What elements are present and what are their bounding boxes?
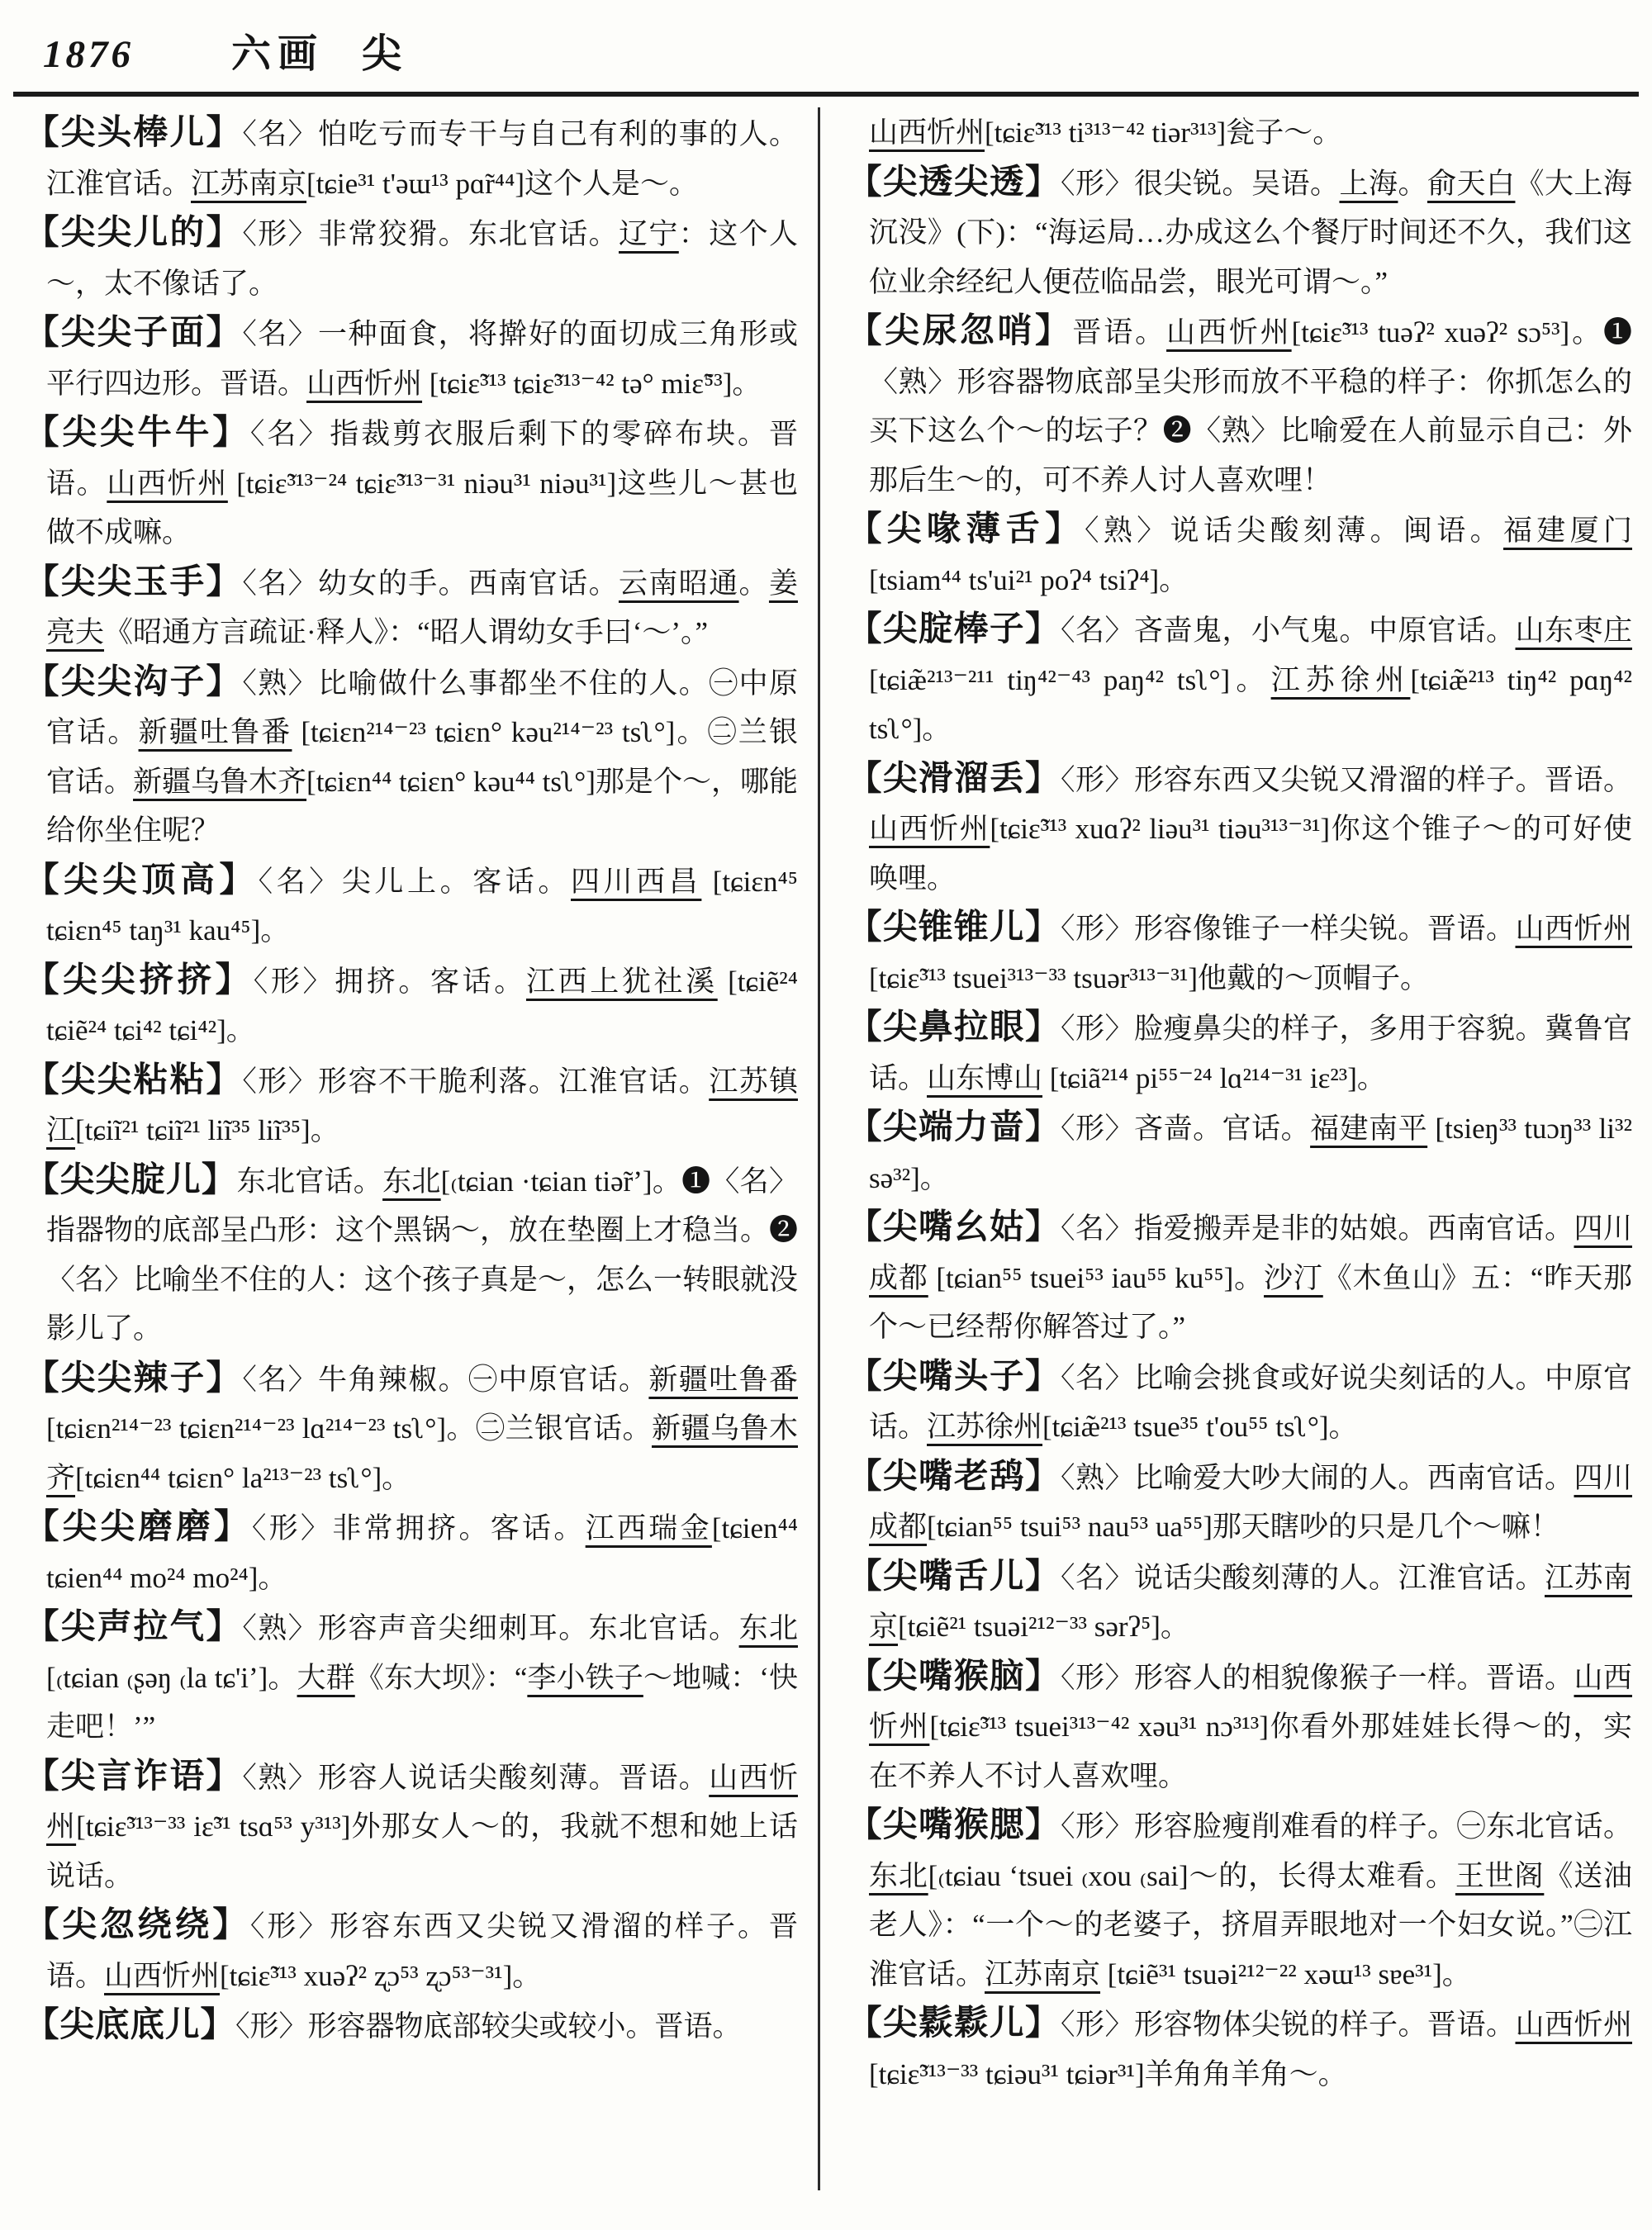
entry-headword: 【尖嘴头子】 (847, 1356, 1061, 1395)
dict-entry (25, 1155, 798, 1354)
proper-name: 江西瑞金 (585, 1512, 712, 1544)
entry-text: 〈形〉形容东西又尖锐又滑溜的样子。晋语。 (46, 1910, 798, 1992)
proper-name: 江苏镇江 (46, 1065, 798, 1146)
right-column (847, 108, 1632, 2099)
dict-entry (847, 1203, 1632, 1352)
entry-headword: 【尖尖玉手】 (25, 562, 243, 600)
entry-text: 〈名〉尖儿上。客话。 (258, 865, 571, 898)
entry-text: 〈形〉非常拥挤。客话。 (251, 1512, 586, 1544)
dict-entry (25, 856, 798, 956)
entry-headword: 【尖底底儿】 (25, 2005, 236, 2043)
entry-text: 东北官话。 (236, 1165, 383, 1198)
proper-name: 山西忻州 (869, 1661, 1632, 1743)
entry-text: [tɕiẽ³¹ tsuəi²¹²⁻²² xəɯ¹³ sɐe³¹]。 (1100, 1957, 1471, 1990)
dict-entry (847, 1003, 1632, 1103)
proper-name: 山东枣庄 (1515, 614, 1632, 647)
entry-headword: 【尖锥锥儿】 (847, 908, 1061, 946)
entry-headword: 【尖尖子面】 (25, 313, 243, 351)
proper-name: 东北 (738, 1612, 798, 1644)
entry-text: [tɕiã²¹⁴ pi⁵⁵⁻²⁴ lɑ²¹⁴⁻³¹ iɛ²³]。 (1042, 1061, 1386, 1094)
proper-name: 云南昭通 (618, 567, 739, 600)
proper-name: 四川西昌 (571, 865, 702, 898)
entry-headword: 【尖忽绕绕】 (25, 1905, 250, 1943)
column-divider (818, 107, 820, 2190)
entry-text: [tɕiɛ̃³¹³ tɕiɛ̃³¹³⁻⁴² tə° miɛ̃⁵³]。 (422, 367, 762, 400)
proper-name: 福建厦门 (1502, 515, 1632, 547)
dict-entry (25, 1502, 798, 1602)
proper-name: 山西忻州 (1166, 316, 1292, 349)
dict-entry (25, 108, 798, 208)
entry-headword: 【尖尖沟子】 (25, 662, 243, 700)
proper-name: 东北 (869, 1859, 928, 1892)
entry-text: 〈名〉指裁剪衣服后剩下的零碎布块。晋语。 (46, 418, 798, 500)
dict-entry (25, 2000, 798, 2052)
entry-text: 〈形〉吝啬。官话。 (1061, 1113, 1311, 1145)
entry-text: [tɕiẽ²⁴ tɕiẽ²⁴ tɕi⁴² tɕi⁴²]。 (46, 965, 798, 1046)
dict-entry (25, 1602, 798, 1752)
entry-text: [tɕian⁵⁵ tsui⁵³ nau⁵³ ua⁵⁵]那天瞎吵的只是几个～嘛！ (927, 1511, 1559, 1543)
entry-headword: 【尖尖挤挤】 (25, 960, 254, 999)
dict-entry (847, 306, 1632, 505)
entry-text: [₍tɕiau ʻtsuei ₍xou ₍sai]～的，长得太难看。 (928, 1859, 1455, 1892)
page-number: 1876 (43, 33, 134, 76)
entry-text: ～地喊：‘快走吧！’” (46, 1661, 798, 1743)
entry-text: [tɕiæ̃²¹³ tiŋ⁴² pɑŋ⁴² tsʅ°]。 (869, 663, 1632, 745)
proper-name: 大群 (297, 1661, 355, 1694)
entry-text: [tɕiɛ̃³¹³⁻³³ iɛ̃³¹ tsɑ⁵³ y³¹³]外那女人～的，我就不想和她上话说话。 (46, 1810, 798, 1892)
proper-name: 上海 (1339, 167, 1398, 200)
entry-text: 〈熟〉形容人说话尖酸刻薄。晋语。 (242, 1761, 710, 1794)
entry-text: 。 (738, 567, 769, 600)
proper-name: 李小铁子 (527, 1661, 643, 1694)
entry-headword: 【尖嘴舌儿】 (847, 1556, 1061, 1595)
entry-text: 《木鱼山》五：“昨天那个～已经帮你解答过了。” (869, 1261, 1632, 1343)
entry-text: 《东大坝》：“ (354, 1661, 528, 1694)
entry-headword: 【尖尖磨磨】 (25, 1507, 252, 1545)
entry-headword: 【尖鼻拉眼】 (847, 1008, 1061, 1046)
entry-text: [tɕiɛn²¹⁴⁻²³ tɕiɛn²¹⁴⁻²³ lɑ²¹⁴⁻²³ tsʅ°]。㊁兰银官话。 (46, 1412, 652, 1445)
section-title: 六画 尖 (231, 32, 409, 76)
proper-name: 沙汀 (1264, 1261, 1323, 1294)
entry-text: 《送油老人》：“一个～的老婆子，挤眉弄眼地对一个妇女说。”㊁江淮官话。 (869, 1859, 1632, 1990)
entry-text: [tɕian⁵⁵ tsuei⁵³ iau⁵⁵ ku⁵⁵]。 (928, 1261, 1265, 1294)
entry-text: ：这个人～，太不像话了。 (46, 218, 798, 300)
entry-text: 〈名〉幼女的手。西南官话。 (242, 567, 619, 600)
entry-headword: 【尖尿忽哨】 (847, 311, 1073, 349)
proper-name: 江西上犹社溪 (525, 965, 718, 998)
entry-text: 〈形〉很尖锐。吴语。 (1060, 167, 1340, 200)
entry-text: [tsieŋ³³ tuɔŋ³³ li³² sə³²]。 (869, 1113, 1632, 1194)
entry-text: 〈形〉形容像锥子一样尖锐。晋语。 (1061, 913, 1516, 945)
column-gap (798, 108, 847, 2099)
entry-text: 〈名〉比喻会挑食或好说尖刻话的人。中原官话。 (869, 1361, 1632, 1443)
dict-entry (847, 605, 1632, 754)
dict-entry (25, 558, 798, 657)
entry-text: 〈名〉指爱搬弄是非的姑娘。西南官话。 (1061, 1212, 1574, 1245)
entry-text: [tɕiɛ̃³¹³ ti³¹³⁻⁴² tiər³¹³]瓮子～。 (985, 116, 1342, 149)
proper-name: 江苏徐州 (1270, 663, 1411, 696)
entry-text: 〈形〉拥挤。客话。 (253, 965, 526, 998)
entry-headword: 【尖言诈语】 (25, 1756, 243, 1795)
dict-entry (847, 1801, 1632, 1999)
entry-text: [tɕiɛn⁴⁵ tɕiɛn⁴⁵ taŋ³¹ kau⁴⁵]。 (46, 865, 798, 947)
entry-text: 。 (1398, 167, 1427, 200)
entry-headword: 【尖鬏鬏儿】 (847, 2004, 1061, 2042)
entry-text: 〈形〉脸瘦鼻尖的样子，多用于容貌。冀鲁官话。 (869, 1013, 1632, 1094)
proper-name: 姜亮夫 (46, 567, 798, 648)
entry-headword: 【尖喙薄舌】 (847, 510, 1085, 548)
entry-text: 《大上海沉没》(下)：“海运局…办成这么个餐厅时间还不久，我们这位业余经纪人便莅临品尝，眼光可谓～。” (869, 167, 1632, 298)
proper-name: 山西忻州 (1515, 2009, 1632, 2041)
proper-name: 江苏南京 (191, 167, 307, 200)
dict-entry (847, 1103, 1632, 1203)
dict-entry (847, 158, 1632, 307)
entry-text: [tɕiɛ̃³¹³ xuɑʔ² liəu³¹ tiəu³¹³⁻³¹]你这个锥子～的可好使唤哩。 (869, 813, 1632, 894)
proper-name: 山西忻州 (107, 467, 228, 500)
entry-text: 《昭通方言疏证·释人》：“昭人谓幼女手曰‘～’。” (104, 616, 709, 648)
entry-text: 〈形〉形容脸瘦削难看的样子。㊀东北官话。 (1061, 1810, 1632, 1843)
entry-text: 〈熟〉说话尖酸刻薄。闽语。 (1085, 515, 1503, 547)
dict-entry (847, 1999, 1632, 2099)
entry-headword: 【尖声拉气】 (25, 1607, 243, 1645)
entry-headword: 【尖尖粘粘】 (25, 1060, 243, 1098)
entry-text: [tɕiɛ̃³¹³⁻³³ tɕiəu³¹ tɕiər³¹]羊角角羊角～。 (869, 2057, 1347, 2090)
entry-text: [tɕiẽ²¹ tsuəi²¹²⁻³³ sərʔ⁵]。 (898, 1611, 1189, 1643)
entry-text: 〈熟〉比喻爱大吵大闹的人。西南官话。 (1061, 1461, 1574, 1494)
entry-headword: 【尖头棒儿】 (25, 113, 243, 151)
entry-headword: 【尖尖腚儿】 (25, 1160, 237, 1198)
proper-name: 新疆乌鲁木齐 (46, 1412, 798, 1494)
proper-name: 王世阁 (1455, 1859, 1545, 1892)
entry-text: 〈形〉形容不干脆利落。江淮官话。 (242, 1065, 710, 1098)
dict-entry (25, 308, 798, 408)
entry-headword: 【尖嘴幺姑】 (847, 1208, 1061, 1245)
proper-name: 山西忻州 (869, 116, 985, 149)
proper-name: 山西忻州 (1515, 913, 1632, 945)
proper-name: 新疆吐鲁番 (648, 1363, 798, 1396)
proper-name: 东北 (382, 1165, 441, 1198)
entry-headword: 【尖嘴猴脑】 (847, 1656, 1061, 1695)
entry-text: [tɕiæ̃²¹³ tsue³⁵ t'ou⁵⁵ tsʅ°]。 (1042, 1411, 1358, 1443)
dict-entry (25, 1354, 798, 1503)
entry-headword: 【尖尖辣子】 (25, 1358, 243, 1397)
entry-text: [₍tɕian ·tɕian tiə̃rʼ]。❶〈名〉指器物的底部呈凸形：这个黑锅～，放在垫圈上才稳当。❷〈名〉比喻坐不住的人：这个孩子真是～，怎么一转眼就没影儿了。 (46, 1165, 798, 1345)
entry-text: 〈形〉形容东西又尖锐又滑溜的样子。晋语。 (1061, 763, 1632, 796)
dict-entry (25, 208, 798, 308)
dict-entry (25, 657, 798, 856)
page-body (0, 97, 1652, 2099)
dict-entry (847, 903, 1632, 1003)
dict-entry (847, 1652, 1632, 1801)
dict-entry (847, 1352, 1632, 1452)
entry-text: 〈名〉怕吃亏而专干与自己有利的事的人。江淮官话。 (46, 118, 798, 200)
entry-text: 晋语。 (1072, 316, 1167, 349)
entry-headword: 【尖腚棒子】 (847, 610, 1061, 648)
proper-name: 江苏南京 (985, 1957, 1101, 1990)
proper-name: 新疆乌鲁木齐 (133, 765, 307, 798)
proper-name: 四川成都 (869, 1212, 1632, 1294)
entry-text: 〈形〉形容物体尖锐的样子。晋语。 (1061, 2009, 1516, 2041)
proper-name: 辽宁 (619, 218, 679, 250)
proper-name: 山西忻州 (46, 1761, 798, 1843)
entry-text: [tɕiɛn⁴⁴ tɕiɛn° kəu⁴⁴ tsʅ°]那是个～，哪能给你坐住呢？ (46, 765, 798, 847)
entry-text: [tɕiɛ̃³¹³ tsuei³¹³⁻³³ tsuər³¹³⁻³¹]他戴的～顶帽子。 (869, 961, 1429, 994)
entry-text: [₍tɕian ₍ʂəŋ ₍la tɕ'iʼ]。 (46, 1661, 297, 1694)
proper-name: 新疆吐鲁番 (138, 716, 292, 748)
entry-headword: 【尖尖儿的】 (25, 213, 243, 251)
entry-text: [tsiam⁴⁴ ts'ui²¹ poʔ⁴ tsiʔ⁴]。 (869, 563, 1189, 596)
dict-entry (25, 956, 798, 1056)
entry-text: [tɕiɛn²¹⁴⁻²³ tɕiɛn° kəu²¹⁴⁻²³ tsʅ°]。㊁兰银官话。 (46, 716, 798, 798)
dict-entry (25, 408, 798, 558)
entry-text: [tɕiɛ̃³¹³ xuəʔ² ʐɔ⁵³ ʐɔ⁵³⁻³¹]。 (220, 1959, 542, 1992)
proper-name: 江苏徐州 (927, 1411, 1043, 1443)
proper-name: 山西忻州 (306, 367, 423, 400)
proper-name: 山西忻州 (104, 1959, 221, 1992)
entry-text: [tɕie³¹ t'əɯ¹³ pɑ̃r⁴⁴]这个人是～。 (306, 167, 698, 200)
proper-name: 山东博山 (927, 1061, 1043, 1094)
proper-name: 福建南平 (1310, 1113, 1428, 1145)
dict-entry (847, 505, 1632, 605)
entry-headword: 【尖滑溜丢】 (847, 758, 1061, 797)
entry-text: [tɕiɛ̃³¹³ tuəʔ² xuəʔ² sɔ⁵³]。❶〈熟〉形容器物底部呈尖形而放不平稳的样子：你抓怎么的买下这么个～的坛子？❷〈熟〉比喻爱在人前显示自己：外那后生～的，可不养人讨人喜欢哩！ (869, 316, 1632, 496)
page-header (0, 0, 1652, 78)
entry-text: 〈名〉吝啬鬼，小气鬼。中原官话。 (1061, 614, 1516, 647)
entry-text: [tɕiɛ̃³¹³ tsuei³¹³⁻⁴² xəu³¹ nɔ³¹³]你看外那娃娃长得～的，实在不养人不讨人喜欢哩。 (869, 1710, 1632, 1792)
proper-name: 山西忻州 (869, 813, 990, 845)
entry-text: 〈名〉牛角辣椒。㊀中原官话。 (242, 1363, 649, 1396)
dict-entry-continuation (847, 108, 1632, 158)
entry-headword: 【尖端力啬】 (847, 1108, 1061, 1146)
entry-text: 〈熟〉形容声音尖细刺耳。东北官话。 (242, 1612, 739, 1644)
entry-text: [tɕiæ̃²¹³⁻²¹¹ tiŋ⁴²⁻⁴³ paŋ⁴² tsʅ°]。 (869, 663, 1271, 696)
proper-name: 江苏南京 (869, 1561, 1632, 1643)
proper-name: 四川成都 (869, 1461, 1632, 1543)
entry-headword: 【尖尖牛牛】 (25, 413, 250, 451)
dict-entry (847, 754, 1632, 904)
entry-text: [tɕien⁴⁴ tɕien⁴⁴ mo²⁴ mo²⁴]。 (46, 1512, 798, 1594)
entry-headword: 【尖尖顶高】 (25, 860, 259, 899)
entry-text: 〈熟〉比喻做什么事都坐不住的人。㊀中原官话。 (46, 667, 798, 748)
entry-text: [tɕiĩ²¹ tɕiĩ²¹ liĩ³⁵ liĩ³⁵]。 (75, 1114, 339, 1146)
entry-text: [tɕiɛ̃³¹³⁻²⁴ tɕiɛ̃³¹³⁻³¹ niəu³¹ niəu³¹]这些儿～甚也做不成嘛。 (46, 467, 798, 548)
entry-text: 〈形〉非常狡猾。东北官话。 (242, 218, 619, 250)
entry-text: 〈名〉说话尖酸刻薄的人。江淮官话。 (1061, 1561, 1545, 1594)
entry-text: 〈形〉形容人的相貌像猴子一样。晋语。 (1061, 1661, 1574, 1694)
dict-entry (25, 1056, 798, 1155)
dict-entry (25, 1900, 798, 2000)
entry-text: 〈形〉形容器物底部较尖或较小。晋语。 (235, 2010, 742, 2043)
entry-headword: 【尖透尖透】 (847, 162, 1061, 201)
dict-entry (847, 1552, 1632, 1652)
entry-headword: 【尖嘴老鸹】 (847, 1456, 1061, 1495)
entry-headword: 【尖嘴猴腮】 (847, 1805, 1061, 1843)
dict-entry (25, 1752, 798, 1901)
entry-text: 〈名〉一种面食，将擀好的面切成三角形或平行四边形。晋语。 (46, 318, 798, 400)
entry-text: [tɕiɛn⁴⁴ tɕiɛn° la²¹³⁻²³ tsʅ°]。 (75, 1461, 411, 1494)
proper-name: 俞天白 (1427, 167, 1516, 200)
left-column (25, 108, 798, 2099)
dict-entry (847, 1452, 1632, 1552)
